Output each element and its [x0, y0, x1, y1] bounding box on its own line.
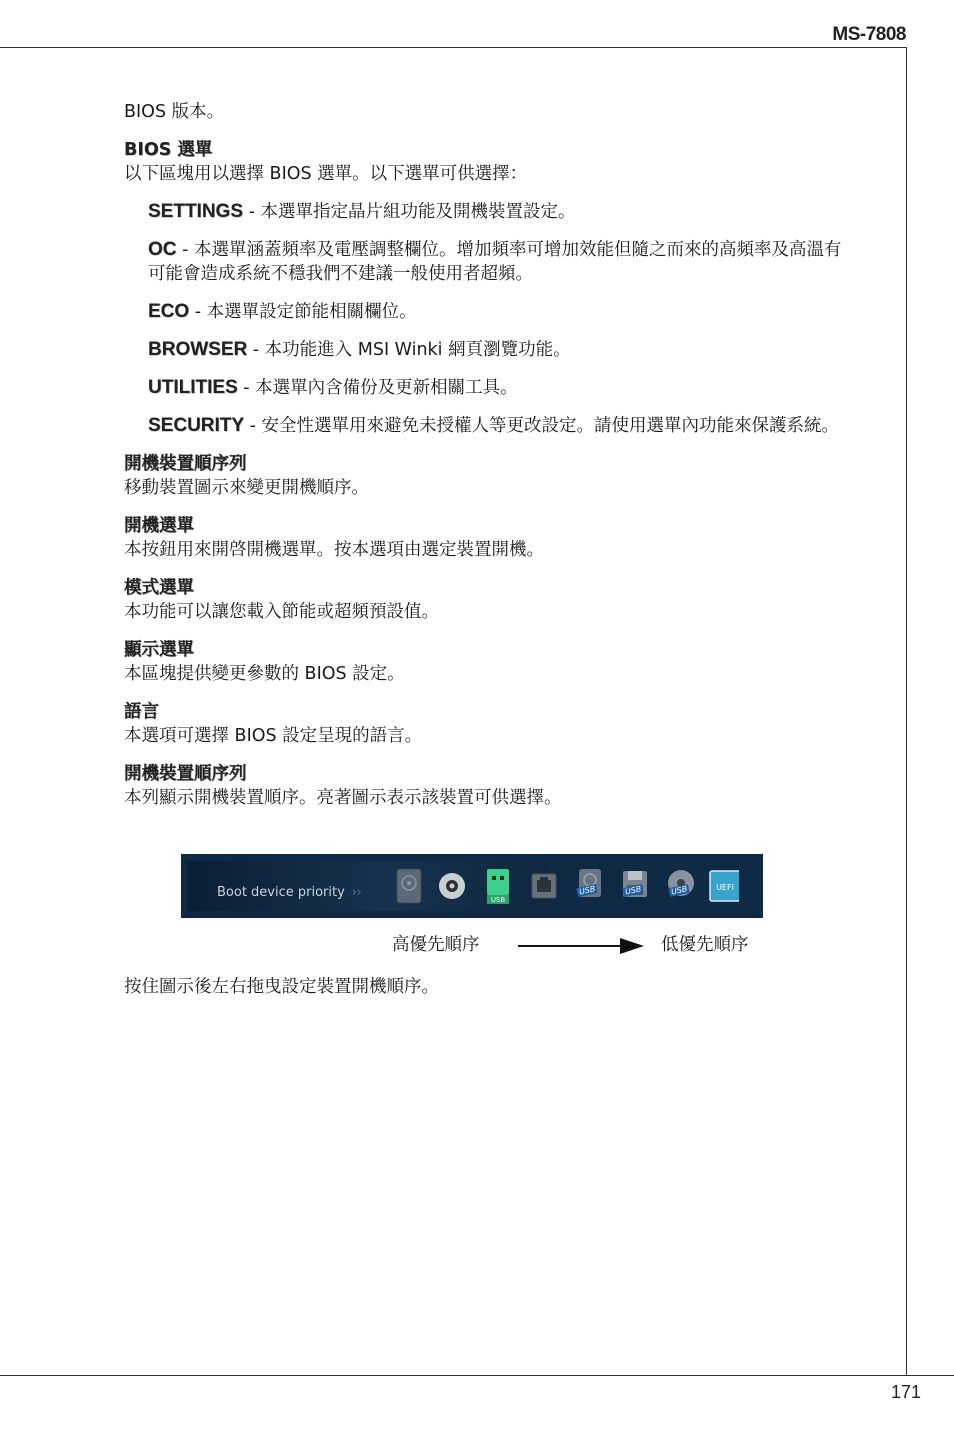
boot-order-section: [124, 452, 844, 500]
menu-desc: - 本選單內含備份及更新相關工具。: [237, 378, 518, 398]
section-text: 本功能可以讓您載入節能或超頻預設值。: [124, 602, 439, 622]
high-priority-label: 高優先順序: [392, 935, 480, 955]
uefi-tag: UEFI: [716, 883, 734, 892]
menu-desc: - 本選單涵蓋頻率及電壓調整欄位。增加頻率可增加效能但隨之而來的高頻率及高溫有可能會造成系統不穩我們不建議一般使用者超頻。: [148, 240, 842, 284]
section-text: 移動裝置圖示來變更開機順序。: [124, 478, 369, 498]
usb-key-tag: USB: [490, 896, 506, 904]
top-divider: [0, 47, 907, 48]
section-text: 本按鈕用來開啓開機選單。按本選項由選定裝置開機。: [124, 540, 544, 560]
menu-key: UTILITIES: [148, 377, 238, 398]
display-menu-section: [124, 638, 844, 686]
menu-key: SETTINGS: [148, 201, 244, 222]
section-heading: BIOS 選單: [124, 140, 213, 160]
menu-key: OC: [148, 239, 177, 260]
network-icon[interactable]: [529, 867, 559, 905]
section-heading: 開機選單: [124, 516, 194, 536]
menu-item-security: [148, 414, 844, 438]
menu-item-utilities: [148, 376, 844, 400]
section-heading: 開機裝置順序列: [124, 764, 247, 784]
menu-desc: - 安全性選單用來避免未授權人等更改設定。請使用選單內功能來保護系統。: [244, 416, 840, 436]
uefi-icon[interactable]: [709, 867, 739, 905]
section-heading: 語言: [124, 702, 159, 722]
hdd-icon[interactable]: [394, 867, 424, 905]
menu-item-settings: [148, 200, 844, 224]
boot-priority-bar-section: [124, 762, 844, 810]
usb-key-icon[interactable]: [483, 867, 513, 905]
section-heading: 顯示選單: [124, 640, 194, 660]
menu-key: BROWSER: [148, 339, 248, 360]
usb-cdrom-tag: USB: [670, 884, 689, 897]
menu-item-eco: [148, 300, 844, 324]
boot-device-priority-bar: [181, 854, 763, 918]
drag-instruction: 按住圖示後左右拖曳設定裝置開機順序。: [124, 977, 439, 997]
section-heading: 開機裝置順序列: [124, 454, 247, 474]
mode-menu-section: [124, 576, 844, 624]
boot-bar-label: Boot device priority: [217, 885, 345, 900]
bios-menu-list: [124, 200, 844, 438]
section-text: 本選項可選擇 BIOS 設定呈現的語言。: [124, 726, 423, 746]
arrow-right-icon: [620, 938, 644, 954]
priority-arrow-line: [518, 945, 622, 947]
section-heading: 模式選單: [124, 578, 194, 598]
low-priority-label: 低優先順序: [661, 935, 749, 955]
menu-desc: - 本選單指定晶片組功能及開機裝置設定。: [243, 202, 576, 222]
menu-desc: - 本功能進入 MSI Winki 網頁瀏覽功能。: [247, 340, 571, 360]
section-text: 本區塊提供變更參數的 BIOS 設定。: [124, 664, 405, 684]
menu-item-oc: [148, 238, 844, 286]
bios-menu-section: [124, 138, 844, 438]
boot-menu-section: [124, 514, 844, 562]
menu-desc: - 本選單設定節能相關欄位。: [189, 302, 417, 322]
side-divider: [906, 47, 907, 1376]
chevrons-icon: ››: [352, 885, 362, 899]
bottom-divider: [0, 1375, 954, 1376]
section-text: 以下區塊用以選擇 BIOS 選單。以下選單可供選擇：: [124, 164, 528, 184]
document-body: [124, 100, 844, 810]
language-section: [124, 700, 844, 748]
page-number: 171: [890, 1382, 921, 1402]
usb-hdd-tag: USB: [578, 884, 597, 897]
intro-text: BIOS 版本。: [124, 102, 225, 122]
menu-key: ECO: [148, 301, 190, 322]
optical-disc-icon[interactable]: [437, 867, 467, 905]
model-number: MS-7808: [832, 24, 906, 45]
menu-item-browser: [148, 338, 844, 362]
section-text: 本列顯示開機裝置順序。亮著圖示表示該裝置可供選擇。: [124, 788, 562, 808]
menu-key: SECURITY: [148, 415, 245, 436]
usb-floppy-tag: USB: [624, 884, 643, 897]
